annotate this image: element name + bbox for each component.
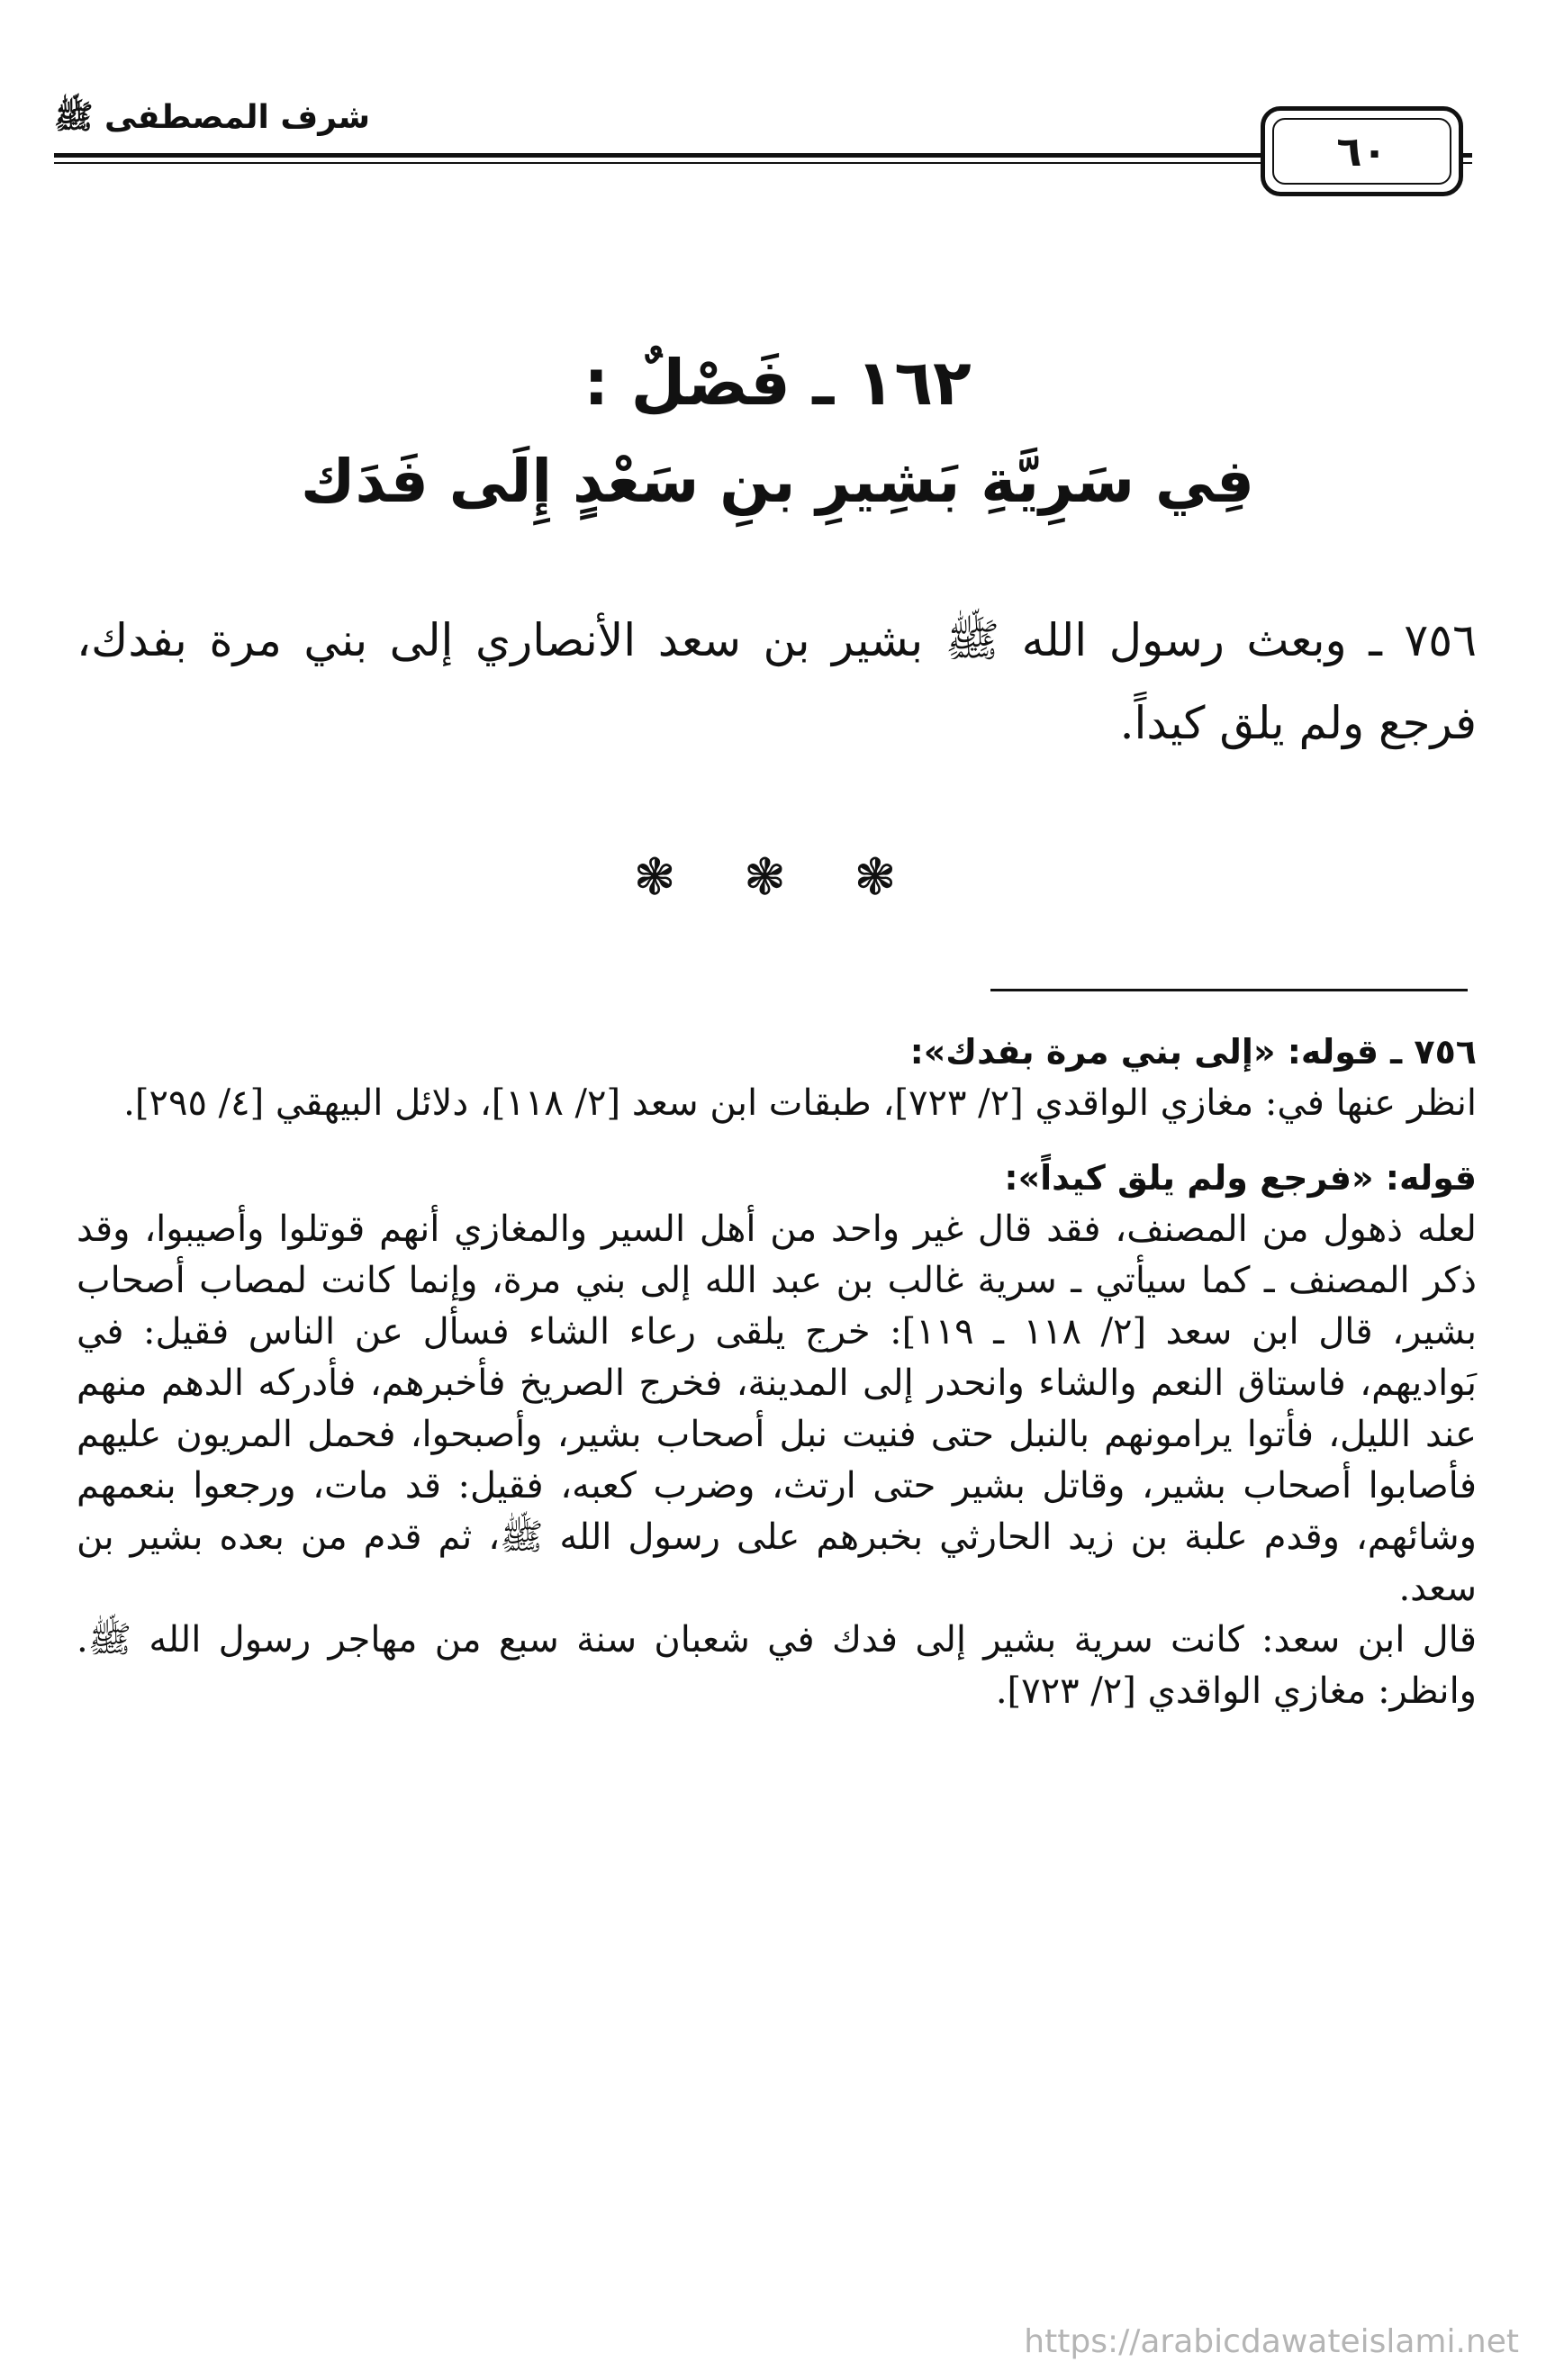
chapter-title: فِي سَرِيَّةِ بَشِيرِ بنِ سَعْدٍ إِلَى فَدَك <box>300 447 1255 516</box>
section-separator: ❃ ❃ ❃ <box>633 848 922 907</box>
watermark-url: https://arabicdawateislami.net <box>1024 2323 1519 2360</box>
footnote-block <box>77 1027 1477 1129</box>
footnote-paragraph: قال ابن سعد: كانت سرية بشير إلى فدك في شعبان سنة سبع من مهاجر رسول الله ﷺ. وانظر: مغازي الواقدي [٢/ ٧٢٣]. <box>77 1619 1477 1712</box>
footnote-heading: قوله: «فرجع ولم يلق كيداً»: <box>1004 1158 1477 1198</box>
footnote-heading: ٧٥٦ ـ قوله: «إلى بني مرة بفدك»: <box>909 1032 1477 1072</box>
footnote-rule <box>990 989 1468 991</box>
page-number: ٦٠ <box>1272 118 1451 185</box>
running-title: شرف المصطفى ﷺ <box>54 99 371 136</box>
footnotes <box>77 1027 1477 1741</box>
chapter-number: ١٦٢ ـ فَصْلٌ : <box>583 346 972 420</box>
page-number-frame <box>1261 106 1463 196</box>
footnote-block <box>77 1153 1477 1717</box>
header-rule-thin <box>54 162 1472 164</box>
header-rule-thick <box>54 153 1472 158</box>
footnote-paragraph: لعله ذهول من المصنف، فقد قال غير واحد من أهل السير والمغازي أنهم قوتلوا وأصيبوا، وقد ذكر المصنف ـ كما سيأتي ـ سرية غالب بن عبد الله إلى بني مرة، وإنما كانت لمصاب أصحاب بشير، قال ابن سعد [٢/ ١١٨ ـ ١١٩]: خرج يلقى رعاء الشاء فسأل عن الناس فقيل: في بَواديهم، فاستاق النعم والشاء وانحدر إلى المدينة، فخرج الصريخ فأخبرهم، فأدركه الدهم منهم عند الليل، فأتوا يرامونهم بالنبل حتى فنيت نبل أصحاب بشير، وأصبحوا، فحمل المريون عليهم فأصابوا أصحاب بشير، وقاتل بشير حتى ارتث، وضرب كعبه، فقيل: قد مات، ورجعوا بنعمهم وشائهم، وقدم علبة بن زيد الحارثي بخبرهم على رسول الله ﷺ، ثم قدم من بعده بشير بن سعد. <box>77 1208 1477 1609</box>
page-header <box>54 90 1472 189</box>
footnote-paragraph: انظر عنها في: مغازي الواقدي [٢/ ٧٢٣]، طبقات ابن سعد [٢/ ١١٨]، دلائل البيهقي [٤/ ٢٩٥]. <box>123 1082 1477 1124</box>
main-paragraph: ٧٥٦ ـ وبعث رسول الله ﷺ بشير بن سعد الأنصاري إلى بني مرة بفدك، فرجع ولم يلق كيداً. <box>77 614 1477 749</box>
